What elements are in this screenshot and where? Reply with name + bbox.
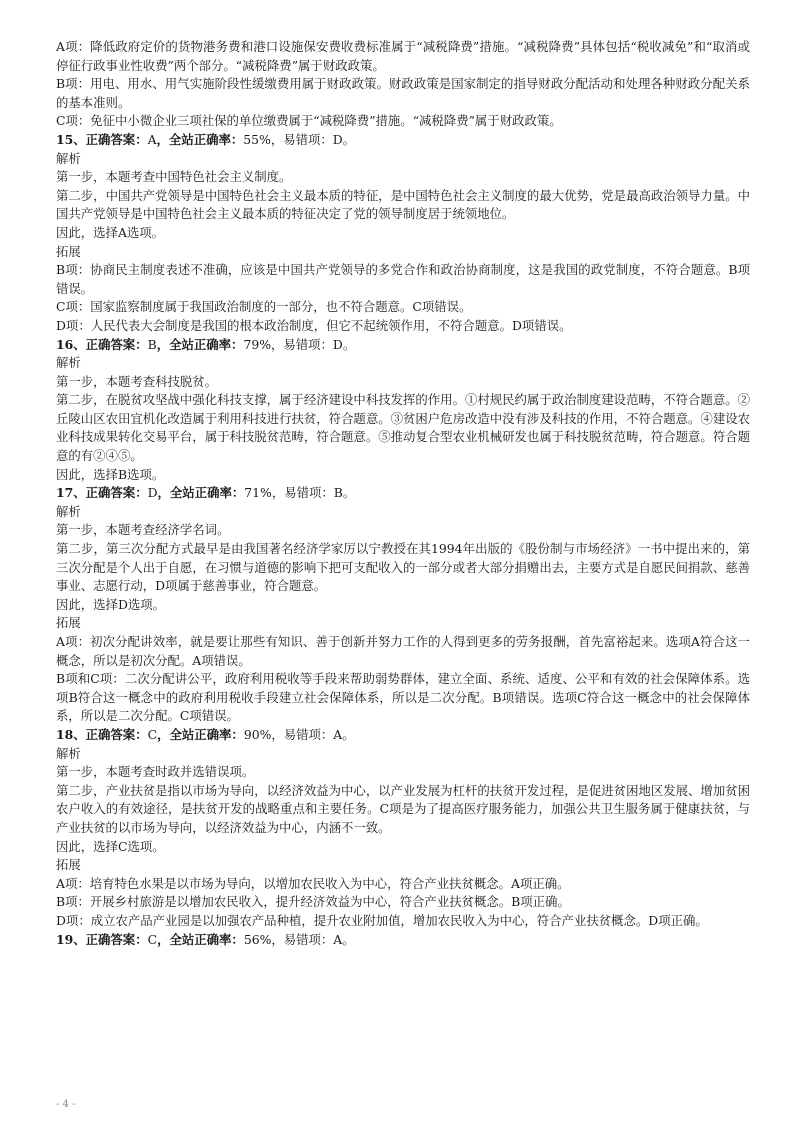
rate-label: ，全站正确率： bbox=[157, 931, 244, 947]
paragraph: 第一步，本题考查科技脱贫。 bbox=[56, 373, 218, 389]
page-number: - 4 - bbox=[56, 1099, 76, 1110]
answer-line bbox=[56, 931, 750, 950]
paragraph: B项：用电、用水、用气实施阶段性缓缴费用属于财政政策。财政政策是国家制定的指导财政分配活动和处理各种财政分配关系的基本准则。 bbox=[56, 76, 750, 110]
question-number: 17 bbox=[56, 485, 74, 501]
question-number: 15 bbox=[56, 131, 74, 147]
answer-lead: 、正确答案： bbox=[73, 726, 148, 742]
answer-lead: 、正确答案： bbox=[73, 931, 148, 947]
paragraph: C项：免征中小微企业三项社保的单位缴费属于“减税降费”措施。“减税降费”属于财政政策。 bbox=[56, 113, 562, 129]
question-number: 16 bbox=[56, 336, 74, 352]
paragraph: 因此，选择D选项。 bbox=[56, 596, 166, 612]
question-number: 18 bbox=[56, 726, 74, 742]
paragraph: 第一步，本题考查时政并选错误项。 bbox=[56, 764, 255, 780]
section-label: 解析 bbox=[56, 355, 81, 371]
paragraph: A项：初次分配讲效率，就是要让那些有知识、善于创新并努力工作的人得到更多的劳务报酬，首先富裕起来。选项A符合这一概念，所以是初次分配。A项错误。 bbox=[56, 634, 750, 668]
section-label: 解析 bbox=[56, 150, 81, 166]
paragraph: D项：成立农产品产业园是以加强农产品种植，提升农业附加值，增加农民收入为中心，符合产业扶贫概念。D项正确。 bbox=[56, 912, 708, 928]
section-label: 拓展 bbox=[56, 243, 81, 259]
rate-label: ，全站正确率： bbox=[157, 726, 244, 742]
paragraph: 第二步，中国共产党领导是中国特色社会主义最本质的特征，是中国特色社会主义制度的最大优势，党是最高政治领导力量。中国共产党领导是中国特色社会主义最本质的特征决定了党的领导制度居于统领地位。 bbox=[56, 187, 750, 222]
paragraph: 第一步，本题考查中国特色社会主义制度。 bbox=[56, 169, 292, 185]
error-option: ，易错项：B。 bbox=[271, 485, 356, 501]
paragraph: B项：协商民主制度表述不准确，应该是中国共产党领导的多党合作和政治协商制度，这是我国的政党制度，不符合题意。B项错误。 bbox=[56, 262, 750, 296]
paragraph: 第二步，第三次分配方式最早是由我国著名经济学家厉以宁教授在其1994年出版的《股份制与市场经济》一书中提出来的，第三次分配是个人出于自愿，在习惯与道德的影响下把可支配收入的一部分或者大部分捐赠出去，主要方式是自愿民间捐款、慈善事业、志愿行动，D项属于慈善事业，符合题意。 bbox=[56, 541, 750, 594]
paragraph: A项：培育特色水果是以市场为导向，以增加农民收入为中心，符合产业扶贫概念。A项正确。 bbox=[56, 875, 570, 891]
correct-answer: C bbox=[147, 726, 158, 742]
paragraph: A项：降低政府定价的货物港务费和港口设施保安费收费标准属于“减税降费”措施。“减税降费”具体包括“税收减免”和“取消或停征行政事业性收费”两个部分。“减税降费”属于财政政策。 bbox=[56, 39, 750, 73]
paragraph: B项和C项：二次分配讲公平，政府利用税收等手段来帮助弱势群体，建立全面、系统、适度、公平和有效的社会保障体系。选项B符合这一概念中的政府利用税收手段建立社会保障体系，所以是二次分配。B项错误。选项C符合这一概念中的社会保障体系，所以是二次分配。C项错误。 bbox=[56, 671, 750, 724]
paragraph: 第二步，在脱贫攻坚战中强化科技支撑，属于经济建设中科技发挥的作用。①村规民约属于政治制度建设范畴，不符合题意。②丘陵山区农田宜机化改造属于利用科技进行扶贫，符合题意。③贫困户危房改造中没有涉及科技的作用，不符合题意。④建设农业科技成果转化交易平台，属于科技脱贫范畴，符合题意。⑤推动复合型农业机械研发也属于科技脱贫范畴，符合题意。符合题意的有②④⑤。 bbox=[56, 392, 750, 464]
paragraph: 第一步，本题考查经济学名词。 bbox=[56, 522, 230, 538]
correct-answer: D bbox=[147, 485, 158, 501]
paragraph: 因此，选择C选项。 bbox=[56, 838, 165, 854]
paragraph: 第二步，产业扶贫是指以市场为导向，以经济效益为中心，以产业发展为杠杆的扶贫开发过程，是促进贫困地区发展、增加贫困农户收入的有效途径，是扶贫开发的战略重点和主要任务。C项是为了提高医疗服务能力，加强公共卫生服务属于健康扶贫，与产业扶贫的以市场为导向，以经济效益为中心，内涵不一致。 bbox=[56, 782, 750, 835]
section-label: 解析 bbox=[56, 503, 81, 519]
error-option: ，易错项：D。 bbox=[270, 131, 356, 147]
rate-label: ，全站正确率： bbox=[157, 485, 245, 501]
answer-line bbox=[56, 484, 750, 503]
error-option: ，易错项：A。 bbox=[271, 931, 355, 947]
correct-rate: 79% bbox=[243, 336, 271, 352]
section-label: 拓展 bbox=[56, 615, 81, 631]
answer-lead: 、正确答案： bbox=[73, 485, 148, 501]
answer-lead: 、正确答案： bbox=[73, 336, 148, 352]
paragraph: D项：人民代表大会制度是我国的根本政治制度，但它不起统领作用，不符合题意。D项错误。 bbox=[56, 317, 572, 333]
correct-rate: 71% bbox=[244, 485, 272, 501]
answer-line bbox=[56, 336, 750, 355]
paragraph: C项：国家监察制度属于我国政治制度的一部分，也不符合题意。C项错误。 bbox=[56, 299, 472, 315]
paragraph: 因此，选择A选项。 bbox=[56, 224, 165, 240]
answer-lead: 、正确答案： bbox=[73, 131, 148, 147]
answer-line bbox=[56, 131, 750, 150]
correct-rate: 56% bbox=[243, 931, 272, 947]
paragraph: B项：开展乡村旅游是以增加农民收入，提升经济效益为中心，符合产业扶贫概念。B项正确。 bbox=[56, 894, 570, 910]
correct-answer: C bbox=[147, 931, 158, 947]
correct-answer: B bbox=[147, 336, 157, 352]
paragraph: 因此，选择B选项。 bbox=[56, 466, 165, 482]
question-number: 19 bbox=[56, 931, 74, 947]
correct-rate: 90% bbox=[243, 726, 272, 742]
section-label: 解析 bbox=[56, 745, 81, 761]
error-option: ，易错项：D。 bbox=[270, 336, 356, 352]
section-label: 拓展 bbox=[56, 857, 81, 873]
rate-label: ，全站正确率： bbox=[156, 336, 244, 352]
rate-label: ，全站正确率： bbox=[156, 131, 244, 147]
document-body bbox=[56, 38, 750, 949]
correct-answer: A bbox=[147, 131, 157, 147]
error-option: ，易错项：A。 bbox=[271, 726, 355, 742]
answer-line bbox=[56, 726, 750, 745]
correct-rate: 55% bbox=[243, 131, 271, 147]
